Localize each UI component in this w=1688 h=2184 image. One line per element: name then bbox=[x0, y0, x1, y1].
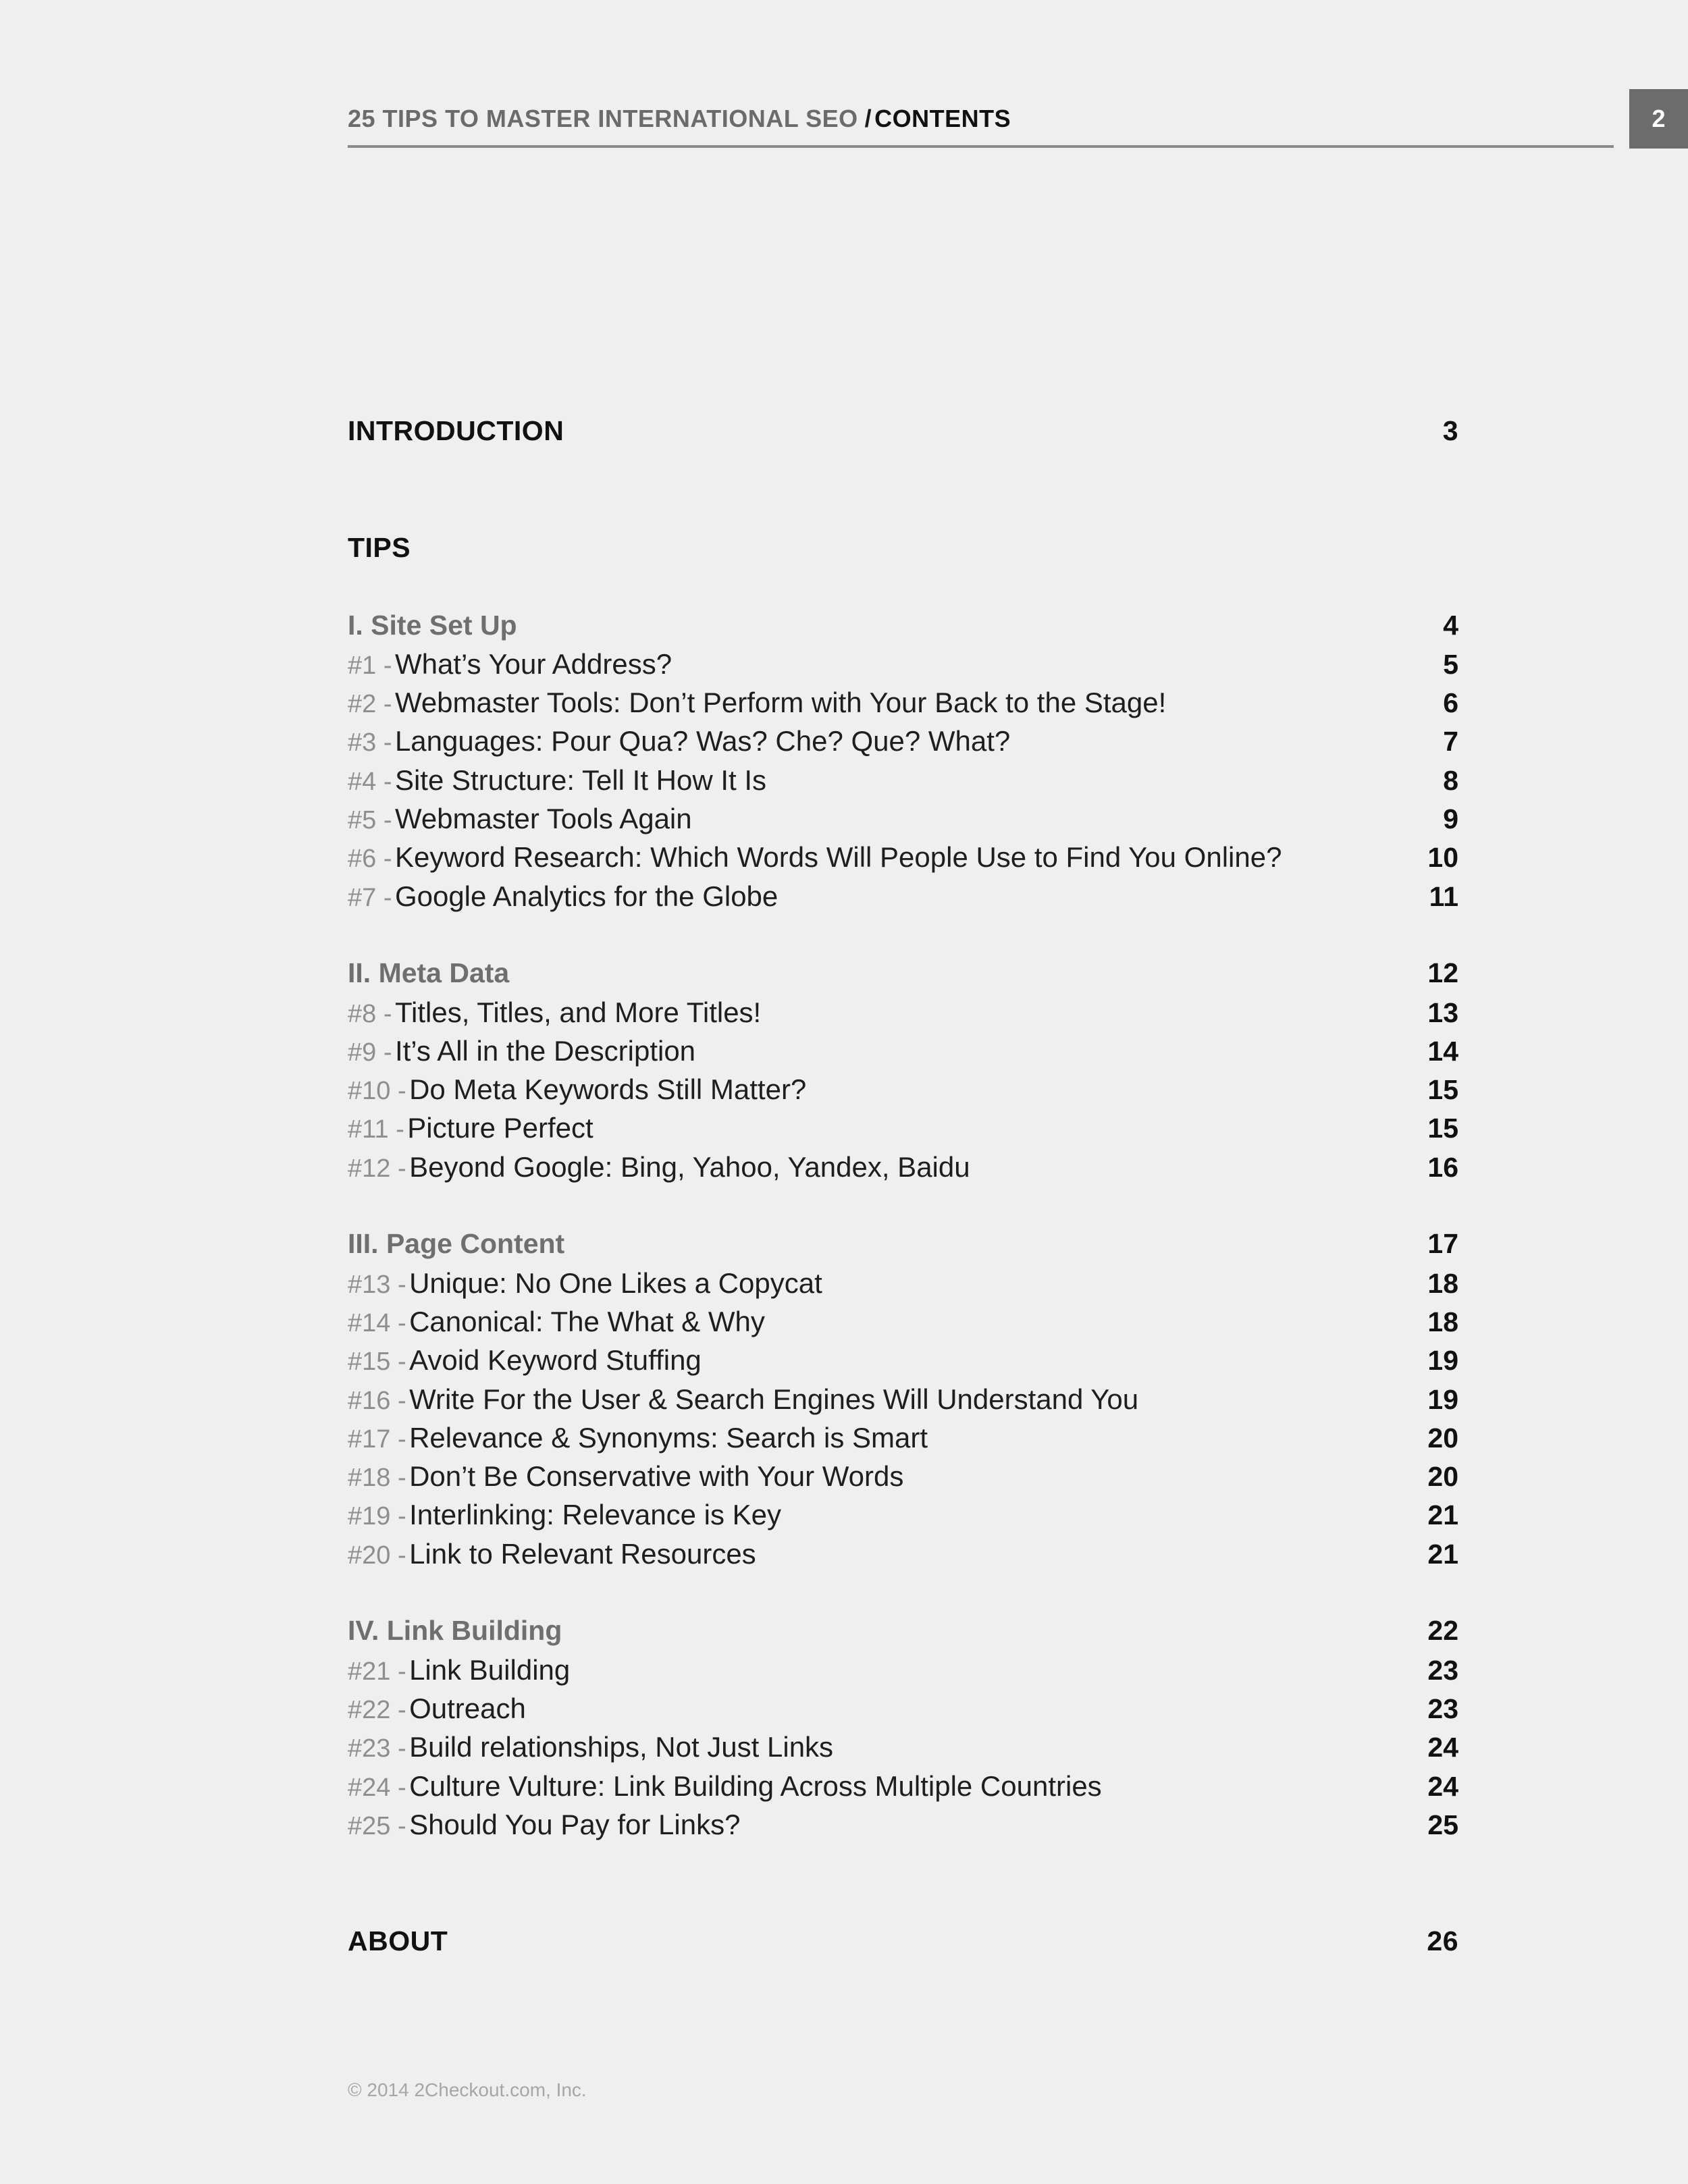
toc-entry[interactable] bbox=[348, 1380, 1458, 1418]
toc-about-label: ABOUT bbox=[348, 1925, 448, 1957]
toc-entry-page: 15 bbox=[1427, 1074, 1458, 1106]
toc-entry[interactable] bbox=[348, 799, 1458, 838]
toc-entry[interactable] bbox=[348, 1032, 1458, 1070]
toc-entry-title: Link Building bbox=[409, 1653, 571, 1686]
toc-entry-number: #13 - bbox=[348, 1270, 406, 1299]
toc-entry-title: Webmaster Tools Again bbox=[394, 803, 692, 835]
copyright-footer: © 2014 2Checkout.com, Inc. bbox=[348, 2079, 587, 2100]
toc-entry-number: #24 - bbox=[348, 1773, 406, 1802]
toc-entry-page: 20 bbox=[1427, 1461, 1458, 1493]
toc-entry-page: 7 bbox=[1443, 726, 1458, 757]
toc-entry-title: Relevance & Synonyms: Search is Smart bbox=[409, 1421, 928, 1454]
toc-entry-title: Picture Perfect bbox=[407, 1112, 594, 1144]
toc-entry[interactable] bbox=[348, 1341, 1458, 1379]
toc-entry[interactable] bbox=[348, 1457, 1458, 1495]
toc-entry-page: 25 bbox=[1427, 1809, 1458, 1840]
toc-entry-title: Titles, Titles, and More Titles! bbox=[394, 996, 762, 1028]
header-separator: / bbox=[864, 105, 872, 132]
toc-group-heading[interactable] bbox=[348, 954, 1458, 992]
toc-entry-title: Link to Relevant Resources bbox=[409, 1537, 756, 1570]
toc-entry-title: Avoid Keyword Stuffing bbox=[409, 1344, 702, 1377]
toc-entry-text bbox=[348, 1535, 756, 1580]
toc-introduction-label: INTRODUCTION bbox=[348, 415, 564, 446]
toc-entry-title: Keyword Research: Which Words Will People Use to Find You Online? bbox=[394, 841, 1282, 874]
toc-group-title: I. Site Set Up bbox=[348, 609, 517, 641]
toc-entry[interactable] bbox=[348, 1651, 1458, 1689]
toc-entry-page: 16 bbox=[1427, 1151, 1458, 1183]
toc-tips-label: TIPS bbox=[348, 532, 411, 564]
toc-entry-page: 21 bbox=[1427, 1538, 1458, 1570]
toc-entry-title: Unique: No One Likes a Copycat bbox=[409, 1267, 822, 1299]
toc-entry-number: #20 - bbox=[348, 1541, 406, 1570]
toc-entry[interactable] bbox=[348, 1109, 1458, 1147]
spacer bbox=[348, 450, 1458, 529]
toc-entry-title: Beyond Google: Bing, Yahoo, Yandex, Baidu bbox=[409, 1150, 970, 1183]
toc-entry-page: 8 bbox=[1443, 764, 1458, 796]
page-number-tab: 2 bbox=[1629, 89, 1688, 149]
table-of-contents bbox=[348, 412, 1458, 1961]
toc-entry-page: 18 bbox=[1427, 1306, 1458, 1337]
spacer bbox=[348, 568, 1458, 606]
toc-entry-number: #1 - bbox=[348, 651, 392, 680]
toc-entry-title: Culture Vulture: Link Building Across Multiple Countries bbox=[409, 1769, 1102, 1802]
toc-entry[interactable] bbox=[348, 1070, 1458, 1109]
toc-group-heading[interactable] bbox=[348, 1225, 1458, 1263]
toc-entry[interactable] bbox=[348, 1689, 1458, 1728]
toc-entry-title: Should You Pay for Links? bbox=[409, 1808, 741, 1840]
toc-entry-page: 19 bbox=[1427, 1345, 1458, 1377]
toc-entry-page: 6 bbox=[1443, 687, 1458, 719]
toc-entry-title: Languages: Pour Qua? Was? Che? Que? What? bbox=[394, 725, 1011, 757]
toc-entry-text bbox=[348, 877, 778, 922]
toc-group-page: 12 bbox=[1427, 957, 1458, 989]
toc-entry-page: 14 bbox=[1427, 1035, 1458, 1067]
toc-entry[interactable] bbox=[348, 1264, 1458, 1302]
toc-about[interactable] bbox=[348, 1922, 1458, 1961]
toc-entry-page: 23 bbox=[1427, 1693, 1458, 1724]
toc-group-heading[interactable] bbox=[348, 606, 1458, 645]
toc-entry-page: 23 bbox=[1427, 1654, 1458, 1686]
toc-group-page: 4 bbox=[1443, 609, 1458, 641]
toc-entry-title: Canonical: The What & Why bbox=[409, 1305, 765, 1337]
toc-entry-page: 20 bbox=[1427, 1422, 1458, 1454]
toc-group-title: II. Meta Data bbox=[348, 957, 510, 989]
toc-entry-number: #8 - bbox=[348, 999, 392, 1028]
toc-entry-number: #7 - bbox=[348, 883, 392, 912]
toc-entry[interactable] bbox=[348, 838, 1458, 876]
toc-entry-number: #11 - bbox=[348, 1115, 404, 1144]
toc-entry-title: Outreach bbox=[409, 1692, 526, 1724]
toc-groups bbox=[348, 606, 1458, 1844]
toc-group-heading[interactable] bbox=[348, 1612, 1458, 1650]
toc-introduction[interactable] bbox=[348, 412, 1458, 450]
toc-entry-number: #6 - bbox=[348, 845, 392, 874]
toc-entry[interactable] bbox=[348, 1728, 1458, 1766]
toc-entry-number: #21 - bbox=[348, 1657, 406, 1686]
toc-entry-title: Interlinking: Relevance is Key bbox=[409, 1499, 782, 1531]
toc-entry-title: Don’t Be Conservative with Your Words bbox=[409, 1460, 904, 1493]
toc-entry[interactable] bbox=[348, 683, 1458, 722]
toc-entry-text bbox=[348, 1148, 970, 1193]
toc-entry-title: Site Structure: Tell It How It Is bbox=[394, 764, 767, 796]
toc-entry-number: #4 - bbox=[348, 767, 392, 796]
toc-group-title: III. Page Content bbox=[348, 1228, 565, 1260]
toc-entry-number: #25 - bbox=[348, 1811, 406, 1840]
toc-entry-title: Google Analytics for the Globe bbox=[394, 880, 779, 912]
toc-entry-page: 5 bbox=[1443, 648, 1458, 680]
toc-entry-number: #19 - bbox=[348, 1502, 406, 1531]
toc-entry-number: #5 - bbox=[348, 806, 392, 835]
document-series-title: 25 TIPS TO MASTER INTERNATIONAL SEO bbox=[348, 105, 858, 132]
toc-entry[interactable] bbox=[348, 1302, 1458, 1341]
toc-group-page: 22 bbox=[1427, 1615, 1458, 1647]
toc-entry-page: 18 bbox=[1427, 1267, 1458, 1299]
toc-entry-number: #3 - bbox=[348, 728, 392, 757]
toc-entry[interactable] bbox=[348, 993, 1458, 1032]
toc-group-page: 17 bbox=[1427, 1228, 1458, 1260]
toc-entry-title: Webmaster Tools: Don’t Perform with Your Back to the Stage! bbox=[394, 687, 1167, 719]
toc-entry-number: #9 - bbox=[348, 1038, 392, 1067]
toc-entry-page: 11 bbox=[1429, 880, 1458, 912]
toc-entry-page: 24 bbox=[1427, 1732, 1458, 1763]
toc-entry-page: 13 bbox=[1427, 996, 1458, 1028]
toc-entry-page: 10 bbox=[1427, 842, 1458, 874]
toc-entry-number: #15 - bbox=[348, 1348, 406, 1377]
toc-entry[interactable] bbox=[348, 645, 1458, 683]
toc-entry-number: #18 - bbox=[348, 1464, 406, 1493]
toc-entry-page: 21 bbox=[1427, 1499, 1458, 1531]
toc-entry-text bbox=[348, 1805, 740, 1850]
toc-entry-number: #16 - bbox=[348, 1386, 406, 1415]
header-divider bbox=[348, 145, 1614, 148]
toc-entry-page: 9 bbox=[1443, 803, 1458, 835]
toc-entry[interactable] bbox=[348, 1148, 1458, 1186]
section-title: CONTENTS bbox=[874, 105, 1011, 132]
toc-entry-number: #17 - bbox=[348, 1424, 406, 1454]
toc-introduction-page: 3 bbox=[1442, 415, 1458, 446]
spacer bbox=[348, 1844, 1458, 1922]
toc-entry-page: 19 bbox=[1427, 1383, 1458, 1415]
toc-entry-title: What’s Your Address? bbox=[394, 647, 672, 680]
toc-entry-page: 24 bbox=[1427, 1770, 1458, 1802]
toc-entry-title: Do Meta Keywords Still Matter? bbox=[409, 1073, 807, 1106]
running-header bbox=[348, 103, 1614, 135]
toc-tips-heading bbox=[348, 529, 1458, 567]
toc-entry-number: #14 - bbox=[348, 1308, 406, 1337]
toc-entry[interactable] bbox=[348, 1535, 1458, 1573]
toc-entry-title: Write For the User & Search Engines Will Understand You bbox=[409, 1383, 1139, 1415]
toc-entry-number: #10 - bbox=[348, 1077, 406, 1106]
toc-group-title: IV. Link Building bbox=[348, 1615, 562, 1647]
toc-entry-title: Build relationships, Not Just Links bbox=[409, 1731, 834, 1763]
toc-entry[interactable] bbox=[348, 1767, 1458, 1805]
toc-entry-number: #2 - bbox=[348, 690, 392, 719]
toc-entry-number: #12 - bbox=[348, 1154, 406, 1183]
toc-entry[interactable] bbox=[348, 1418, 1458, 1457]
toc-entry-page: 15 bbox=[1427, 1113, 1458, 1144]
toc-entry-number: #22 - bbox=[348, 1695, 406, 1724]
toc-entry-title: It’s All in the Description bbox=[394, 1034, 696, 1067]
toc-entry-number: #23 - bbox=[348, 1734, 406, 1763]
toc-entry[interactable] bbox=[348, 722, 1458, 760]
toc-about-page: 26 bbox=[1427, 1925, 1458, 1957]
